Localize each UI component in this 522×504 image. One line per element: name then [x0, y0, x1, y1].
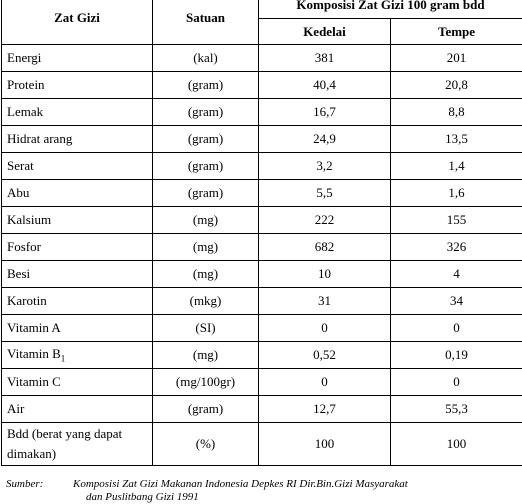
unit-cell: (mkg) — [153, 288, 259, 315]
nutrient-name: Vitamin C — [2, 369, 153, 396]
nutrient-name: Bdd (berat yang dapat dimakan) — [2, 423, 153, 466]
table-row — [2, 423, 522, 466]
header-zat-gizi: Zat Gizi — [2, 0, 153, 45]
kedelai-cell: 12,7 — [259, 396, 391, 423]
source-line-1: Komposisi Zat Gizi Makanan Indonesia Depkes RI Dir.Bin.Gizi Masyarakat — [73, 478, 408, 490]
header-komposisi: Komposisi Zat Gizi 100 gram bdd — [259, 0, 522, 19]
unit-cell: (mg) — [153, 207, 259, 234]
unit-cell: (mg) — [153, 234, 259, 261]
header-tempe: Tempe — [391, 19, 522, 45]
nutrient-name-subscript: 1 — [61, 354, 66, 364]
kedelai-cell: 16,7 — [259, 99, 391, 126]
nutrient-name: Abu — [2, 180, 153, 207]
unit-cell: (%) — [153, 423, 259, 466]
kedelai-cell: 222 — [259, 207, 391, 234]
kedelai-cell: 24,9 — [259, 126, 391, 153]
nutrient-name: Air — [2, 396, 153, 423]
tempe-cell: 13,5 — [391, 126, 522, 153]
table-row — [2, 261, 522, 288]
nutrition-table — [1, 0, 522, 466]
nutrient-name: Lemak — [2, 99, 153, 126]
table-header-row — [2, 0, 522, 19]
kedelai-cell: 100 — [259, 423, 391, 466]
header-satuan: Satuan — [153, 0, 259, 45]
tempe-cell: 201 — [391, 45, 522, 72]
table-row — [2, 315, 522, 342]
tempe-cell: 1,6 — [391, 180, 522, 207]
tempe-cell: 0,19 — [391, 342, 522, 369]
nutrient-name: Energi — [2, 45, 153, 72]
tempe-cell: 4 — [391, 261, 522, 288]
unit-cell: (mg) — [153, 342, 259, 369]
kedelai-cell: 40,4 — [259, 72, 391, 99]
tempe-cell: 1,4 — [391, 153, 522, 180]
table-row — [2, 99, 522, 126]
nutrient-name: Besi — [2, 261, 153, 288]
nutrient-name — [2, 342, 153, 369]
kedelai-cell: 0 — [259, 369, 391, 396]
table-row — [2, 234, 522, 261]
unit-cell: (gram) — [153, 153, 259, 180]
table-row — [2, 126, 522, 153]
nutrient-name: Karotin — [2, 288, 153, 315]
tempe-cell: 100 — [391, 423, 522, 466]
nutrient-name: Serat — [2, 153, 153, 180]
tempe-cell: 326 — [391, 234, 522, 261]
table-row — [2, 207, 522, 234]
unit-cell: (mg/100gr) — [153, 369, 259, 396]
tempe-cell: 0 — [391, 369, 522, 396]
source-label: Sumber: — [6, 478, 73, 491]
tempe-cell: 34 — [391, 288, 522, 315]
kedelai-cell: 3,2 — [259, 153, 391, 180]
table-row — [2, 72, 522, 99]
nutrient-name: Protein — [2, 72, 153, 99]
table-row — [2, 180, 522, 207]
nutrient-name: Kalsium — [2, 207, 153, 234]
kedelai-cell: 31 — [259, 288, 391, 315]
table-row — [2, 396, 522, 423]
tempe-cell: 20,8 — [391, 72, 522, 99]
nutrient-name: Vitamin A — [2, 315, 153, 342]
table-row — [2, 369, 522, 396]
table-row — [2, 153, 522, 180]
tempe-cell: 155 — [391, 207, 522, 234]
nutrient-name: Fosfor — [2, 234, 153, 261]
kedelai-cell: 10 — [259, 261, 391, 288]
table-row — [2, 342, 522, 369]
tempe-cell: 8,8 — [391, 99, 522, 126]
nutrient-name: Hidrat arang — [2, 126, 153, 153]
unit-cell: (gram) — [153, 99, 259, 126]
kedelai-cell: 0 — [259, 315, 391, 342]
kedelai-cell: 682 — [259, 234, 391, 261]
tempe-cell: 55,3 — [391, 396, 522, 423]
header-kedelai: Kedelai — [259, 19, 391, 45]
unit-cell: (gram) — [153, 396, 259, 423]
tempe-cell: 0 — [391, 315, 522, 342]
table-row — [2, 288, 522, 315]
kedelai-cell: 5,5 — [259, 180, 391, 207]
kedelai-cell: 0,52 — [259, 342, 391, 369]
table-row — [2, 45, 522, 72]
source-line-2: dan Puslitbang Gizi 1991 — [6, 491, 516, 504]
kedelai-cell: 381 — [259, 45, 391, 72]
unit-cell: (mg) — [153, 261, 259, 288]
unit-cell: (gram) — [153, 72, 259, 99]
unit-cell: (gram) — [153, 126, 259, 153]
unit-cell: (kal) — [153, 45, 259, 72]
unit-cell: (gram) — [153, 180, 259, 207]
source-note — [6, 478, 516, 504]
unit-cell: (SI) — [153, 315, 259, 342]
nutrient-name-text: Vitamin B — [7, 346, 61, 361]
